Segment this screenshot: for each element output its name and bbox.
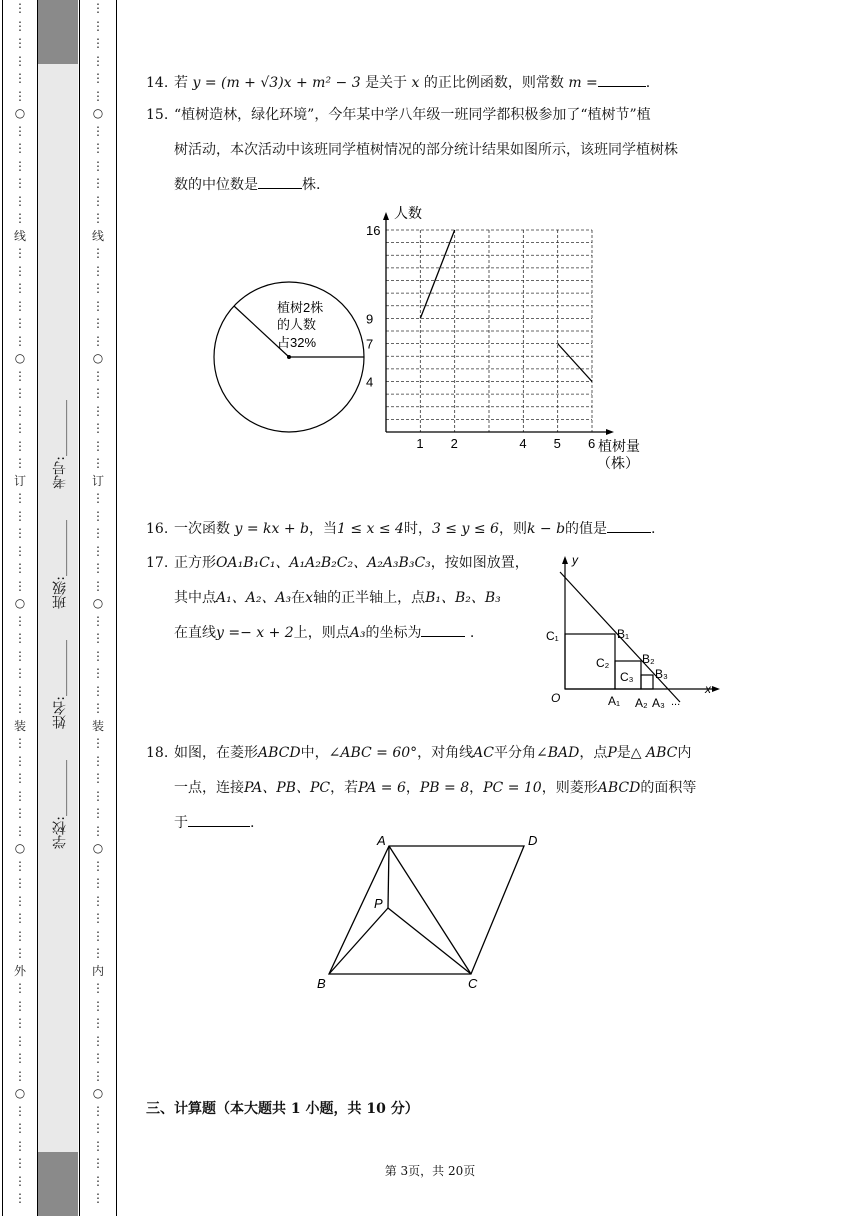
binding-dot: ⋮	[92, 526, 104, 540]
q17-var: x	[305, 590, 314, 606]
binding-dot: ⋮	[14, 876, 26, 890]
binding-dot: ⋮	[14, 578, 26, 593]
fig17-label-C2: C₂	[596, 656, 610, 670]
binding-dot: ⋮	[92, 928, 104, 943]
y-tick-label: 4	[366, 374, 374, 390]
binding-dot: ⋮	[14, 1138, 26, 1153]
binding-dot: ⋮	[14, 508, 26, 523]
binding-dot: ⋮	[14, 1103, 26, 1118]
binding-dot: ⋮	[14, 613, 26, 628]
binding-dot: ⋮	[14, 911, 26, 925]
binding-circle-icon: ○	[14, 351, 26, 365]
q18-expr: PA、PB、PC	[244, 780, 331, 796]
binding-dot: ⋮	[14, 298, 26, 313]
binding-dot: ⋮	[14, 211, 26, 225]
q16-expr: k − b	[526, 521, 566, 537]
question-14	[146, 66, 726, 101]
binding-dot: ⋮	[92, 403, 104, 418]
q18-text: ，若	[330, 780, 359, 796]
fig17-label-y: y	[572, 553, 578, 567]
binding-dot: ⋮	[14, 281, 26, 295]
q16-text: ，则	[498, 521, 527, 537]
binding-dot: ⋮	[92, 561, 104, 575]
question-17	[146, 546, 536, 651]
binding-dot: ⋮	[92, 211, 104, 225]
binding-dot: ⋮	[14, 386, 26, 400]
pie-label-line3: 占32%	[277, 335, 317, 350]
fig17-label-C1: C₁	[546, 629, 559, 643]
q18-text: ，	[405, 780, 420, 796]
binding-dot: ⋮	[14, 1156, 26, 1170]
binding-marker: 线	[91, 228, 104, 243]
answer-blank[interactable]	[607, 532, 651, 533]
fig17-label-x: x	[705, 682, 711, 696]
binding-marker: 外	[13, 963, 26, 978]
binding-dot: ⋮	[14, 631, 26, 645]
q17-expr: A₁、A₂、A₃	[216, 590, 292, 606]
binding-circle-icon: ○	[92, 1086, 104, 1100]
binding-dot: ⋮	[14, 1, 26, 15]
q18-text: ，点	[579, 745, 608, 761]
q16-text: 的值是	[565, 521, 608, 537]
pie-label-line2: 的人数	[277, 317, 317, 332]
line-chart	[366, 205, 640, 471]
section-heading: 三、计算题（本大题共 1 小题，共 10 分）	[146, 1101, 419, 1117]
binding-dot: ⋮	[14, 526, 26, 540]
binding-dot: ⋮	[14, 421, 26, 435]
q18-figure	[310, 828, 550, 993]
q18-expr: ABCD	[597, 780, 641, 796]
outer-dotted-line	[11, 0, 29, 1216]
page-footer: 第 3页，共 20页	[384, 1164, 476, 1178]
q18-text: 如图，在菱形	[174, 745, 258, 761]
q17-text: 正方形	[174, 555, 216, 571]
q17-text: 在	[291, 590, 306, 606]
binding-dot: ⋮	[92, 876, 104, 890]
fig17-label-O: O	[551, 691, 561, 705]
binding-dot: ⋮	[14, 1033, 26, 1048]
binding-dot: ⋮	[92, 893, 104, 908]
binding-dot: ⋮	[14, 1051, 26, 1065]
binding-dot: ⋮	[92, 456, 104, 470]
binding-dot: ⋮	[92, 18, 104, 33]
binding-dot: ⋮	[92, 123, 104, 138]
q15-line3-end: 株.	[302, 177, 321, 193]
pie-label-line1: 植树2株	[277, 300, 324, 315]
binding-dot: ⋮	[14, 1068, 26, 1083]
binding-dot: ⋮	[14, 683, 26, 698]
q14-text: 是关于	[365, 75, 408, 91]
binding-dot: ⋮	[14, 1191, 26, 1205]
y-axis-label: 人数	[394, 205, 422, 221]
answer-blank[interactable]	[258, 188, 302, 189]
binding-dot: ⋮	[92, 298, 104, 313]
binding-circle-icon: ○	[92, 351, 104, 365]
data-segment	[420, 230, 454, 318]
binding-dot: ⋮	[92, 613, 104, 628]
binding-dot: ⋮	[14, 928, 26, 943]
q17-text: 在直线	[174, 625, 216, 641]
binding-dot: ⋮	[14, 316, 26, 330]
answer-blank[interactable]	[421, 636, 465, 637]
fig17-label-B1: B₁	[617, 627, 630, 641]
binding-dot: ⋮	[92, 1173, 104, 1188]
x-tick-label: 5	[553, 436, 561, 451]
q18-text: 平分角	[493, 745, 536, 761]
binding-dot: ⋮	[92, 631, 104, 645]
binding-dot: ⋮	[92, 421, 104, 435]
x-tick-label: 1	[416, 436, 424, 451]
binding-dot: ⋮	[92, 333, 104, 348]
q18-text: 的面积等	[640, 780, 697, 796]
binding-dot: ⋮	[92, 158, 104, 173]
field-class: 班级:________	[52, 520, 68, 609]
binding-dot: ⋮	[14, 403, 26, 418]
y-tick-label: 9	[366, 311, 374, 327]
q16-expr: 3 ≤ y ≤ 6	[431, 521, 499, 537]
binding-dot: ⋮	[92, 683, 104, 698]
field-name: 姓名:________	[52, 640, 68, 729]
binding-marker: 订	[91, 473, 104, 488]
q14-end: .	[645, 75, 651, 91]
binding-dot: ⋮	[92, 701, 104, 715]
binding-marker: 订	[13, 473, 26, 488]
binding-marker: 装	[13, 718, 26, 733]
fig17-label-C3: C₃	[620, 670, 634, 684]
binding-dot: ⋮	[92, 911, 104, 925]
q17-text: 上，则点	[293, 625, 350, 641]
question-number: 14.	[146, 75, 169, 91]
binding-dot: ⋮	[14, 701, 26, 715]
q15-line1: “植树造林，绿化环境”，今年某中学八年级一班同学都积极参加了“植树节”植	[174, 107, 651, 123]
q15-line3: 数的中位数是	[174, 177, 258, 193]
q17-text: 轴的正半轴上，点	[313, 590, 426, 606]
binding-dot: ⋮	[92, 141, 104, 155]
y-tick-label: 7	[366, 336, 374, 352]
q18-expr: ∠BAD	[535, 745, 580, 761]
binding-dot: ⋮	[14, 158, 26, 173]
binding-dot: ⋮	[14, 141, 26, 155]
q14-expression: y = (m + √3)x + m² − 3	[192, 75, 361, 91]
binding-dot: ⋮	[92, 176, 104, 190]
answer-blank[interactable]	[598, 86, 646, 87]
binding-dot: ⋮	[14, 893, 26, 908]
binding-dot: ⋮	[92, 1033, 104, 1048]
x-axis-arrow-icon	[606, 429, 614, 435]
binding-dot: ⋮	[14, 263, 26, 278]
binding-dot: ⋮	[92, 788, 104, 803]
y-tick-label: 16	[366, 223, 381, 238]
q16-text: 一次函数	[174, 521, 230, 537]
binding-dot: ⋮	[92, 263, 104, 278]
binding-dot: ⋮	[92, 1191, 104, 1205]
q18-expr: PA = 6	[358, 780, 406, 796]
q17-text: 的坐标为	[365, 625, 422, 641]
fig17-label-A1: A₁	[608, 694, 621, 708]
x-axis-label: 植树量	[598, 438, 640, 454]
question-number: 16.	[146, 521, 169, 537]
field-school: 学校:________	[52, 760, 68, 849]
q16-text: ，当	[308, 521, 337, 537]
binding-dot: ⋮	[14, 333, 26, 348]
binding-dot: ⋮	[92, 316, 104, 330]
binding-dot: ⋮	[92, 386, 104, 400]
fig18-label-C: C	[468, 976, 478, 991]
q16-end: .	[651, 521, 656, 537]
binding-dot: ⋮	[14, 1016, 26, 1030]
question-number: 15.	[146, 107, 169, 123]
binding-dot: ⋮	[92, 806, 104, 820]
fig17-label-A3: A₃	[652, 696, 665, 710]
binding-dot: ⋮	[92, 1121, 104, 1135]
binding-circle-icon: ○	[92, 596, 104, 610]
q16-text: 时，	[403, 521, 432, 537]
question-16	[146, 512, 726, 547]
q18-text: ，	[469, 780, 484, 796]
binding-dot: ⋮	[14, 123, 26, 138]
binding-dot: ⋮	[92, 368, 104, 383]
binding-dot: ⋮	[92, 998, 104, 1013]
q18-text: ，对角线	[417, 745, 474, 761]
q15-figure	[200, 195, 660, 485]
binding-dot: ⋮	[92, 193, 104, 208]
binding-dot: ⋮	[14, 71, 26, 85]
q18-expr: PB = 8	[419, 780, 470, 796]
binding-dot: ⋮	[92, 438, 104, 453]
binding-circle-icon: ○	[14, 106, 26, 120]
binding-dot: ⋮	[14, 18, 26, 33]
binding-dot: ⋮	[14, 543, 26, 558]
binding-dot: ⋮	[14, 88, 26, 103]
binding-dot: ⋮	[14, 438, 26, 453]
q14-var: x	[411, 75, 420, 91]
q18-text: 是	[616, 745, 631, 761]
binding-dot: ⋮	[92, 753, 104, 768]
binding-dot: ⋮	[92, 1068, 104, 1083]
binding-dot: ⋮	[92, 36, 104, 50]
binding-dot: ⋮	[14, 788, 26, 803]
binding-dot: ⋮	[92, 1156, 104, 1170]
binding-dot: ⋮	[14, 998, 26, 1013]
binding-dot: ⋮	[14, 36, 26, 50]
q18-expr: △ ABC	[630, 745, 678, 761]
x-tick-label: 4	[519, 436, 527, 451]
binding-dot: ⋮	[92, 1, 104, 15]
q16-expr: y = kx + b	[234, 521, 309, 537]
answer-blank[interactable]	[188, 826, 250, 827]
binding-dot: ⋮	[92, 281, 104, 295]
binding-dot: ⋮	[14, 981, 26, 995]
binding-dot: ⋮	[14, 771, 26, 785]
q18-expr: P	[607, 745, 617, 761]
question-15	[146, 98, 726, 203]
x-tick-label: 6	[588, 436, 596, 451]
field-examno: 考号:________	[52, 400, 68, 489]
q18-expr: ∠ABC = 60°	[328, 745, 418, 761]
fig17-label-B3: B₃	[655, 667, 668, 681]
q17-text: ，按如图放置，	[430, 555, 529, 571]
q14-text: 的正比例函数，则常数	[423, 75, 564, 91]
q17-expr: B₁、B₂、B₃	[425, 590, 501, 606]
binding-dot: ⋮	[14, 946, 26, 960]
q18-text: 一点，连接	[174, 780, 244, 796]
binding-dot: ⋮	[14, 368, 26, 383]
binding-dot: ⋮	[92, 508, 104, 523]
binding-dot: ⋮	[14, 246, 26, 260]
question-18	[146, 736, 726, 841]
binding-dot: ⋮	[92, 71, 104, 85]
fig18-label-A: A	[377, 833, 386, 848]
binding-dot: ⋮	[92, 1051, 104, 1065]
binding-circle-icon: ○	[92, 106, 104, 120]
y-axis-arrow-icon	[383, 212, 389, 220]
binding-dot: ⋮	[14, 753, 26, 768]
binding-dot: ⋮	[92, 1016, 104, 1030]
binding-dot: ⋮	[92, 666, 104, 680]
binding-circle-icon: ○	[14, 596, 26, 610]
binding-marker: 内	[91, 963, 104, 978]
x-tick-label: 2	[450, 436, 458, 451]
pie-chart	[214, 282, 364, 432]
binding-dot: ⋮	[92, 246, 104, 260]
q18-expr: ABCD	[258, 745, 301, 761]
binding-dot: ⋮	[14, 858, 26, 873]
q18-text: 中，	[300, 745, 329, 761]
question-number: 17.	[146, 555, 169, 571]
binding-dot: ⋮	[92, 53, 104, 68]
question-number: 18.	[146, 745, 169, 761]
binding-dot: ⋮	[92, 88, 104, 103]
q17-text: 其中点	[174, 590, 216, 606]
binding-dot: ⋮	[14, 823, 26, 838]
binding-marker: 装	[91, 718, 104, 733]
binding-dot: ⋮	[14, 456, 26, 470]
q18-text: 于	[174, 815, 188, 831]
fig18-label-P: P	[374, 896, 383, 911]
binding-dot: ⋮	[92, 946, 104, 960]
q14-text: 若	[174, 75, 188, 91]
q17-expr: OA₁B₁C₁、A₁A₂B₂C₂、A₂A₃B₃C₃	[216, 555, 431, 571]
binding-dot: ⋮	[92, 648, 104, 663]
binding-dot: ⋮	[92, 823, 104, 838]
q16-expr: 1 ≤ x ≤ 4	[336, 521, 404, 537]
binding-dot: ⋮	[14, 193, 26, 208]
binding-circle-icon: ○	[14, 841, 26, 855]
binding-dot: ⋮	[14, 561, 26, 575]
data-segment	[558, 344, 592, 382]
q17-end: .	[469, 625, 475, 641]
q17-expr: A₃	[349, 625, 366, 641]
q14-answer-var: m =	[568, 75, 598, 91]
x-axis-unit: （株）	[597, 455, 639, 471]
binding-dot: ⋮	[92, 1138, 104, 1153]
binding-dot: ⋮	[14, 736, 26, 750]
q17-figure	[540, 550, 725, 715]
inner-dotted-line	[89, 0, 107, 1216]
binding-circle-icon: ○	[14, 1086, 26, 1100]
binding-dot: ⋮	[14, 176, 26, 190]
binding-dot: ⋮	[92, 1103, 104, 1118]
q15-line2: 树活动，本次活动中该班同学植树情况的部分统计结果如图所示，该班同学植树株	[174, 142, 678, 158]
q17-expr: y =− x + 2	[216, 625, 294, 641]
binding-dot: ⋮	[92, 491, 104, 505]
binding-dot: ⋮	[14, 1121, 26, 1135]
binding-dot: ⋮	[92, 981, 104, 995]
binding-dot: ⋮	[92, 543, 104, 558]
fig17-label-A2: A₂	[635, 696, 648, 710]
fig17-label-dots: ...	[671, 696, 681, 708]
binding-dot: ⋮	[14, 666, 26, 680]
binding-dot: ⋮	[92, 858, 104, 873]
q18-text: ，则菱形	[541, 780, 598, 796]
binding-dot: ⋮	[92, 736, 104, 750]
binding-circle-icon: ○	[92, 841, 104, 855]
binding-marker: 线	[13, 228, 26, 243]
q18-end: .	[250, 815, 255, 831]
fig18-label-B: B	[317, 976, 326, 991]
binding-dot: ⋮	[14, 1173, 26, 1188]
binding-dot: ⋮	[14, 491, 26, 505]
binding-dot: ⋮	[14, 648, 26, 663]
binding-dot: ⋮	[92, 771, 104, 785]
q18-expr: AC	[473, 745, 494, 761]
binding-dot: ⋮	[14, 806, 26, 820]
q18-text: 内	[677, 745, 692, 761]
binding-dot: ⋮	[14, 53, 26, 68]
fig17-label-B2: B₂	[642, 652, 655, 666]
q18-expr: PC = 10	[483, 780, 542, 796]
binding-dot: ⋮	[92, 578, 104, 593]
fig18-label-D: D	[528, 833, 538, 848]
